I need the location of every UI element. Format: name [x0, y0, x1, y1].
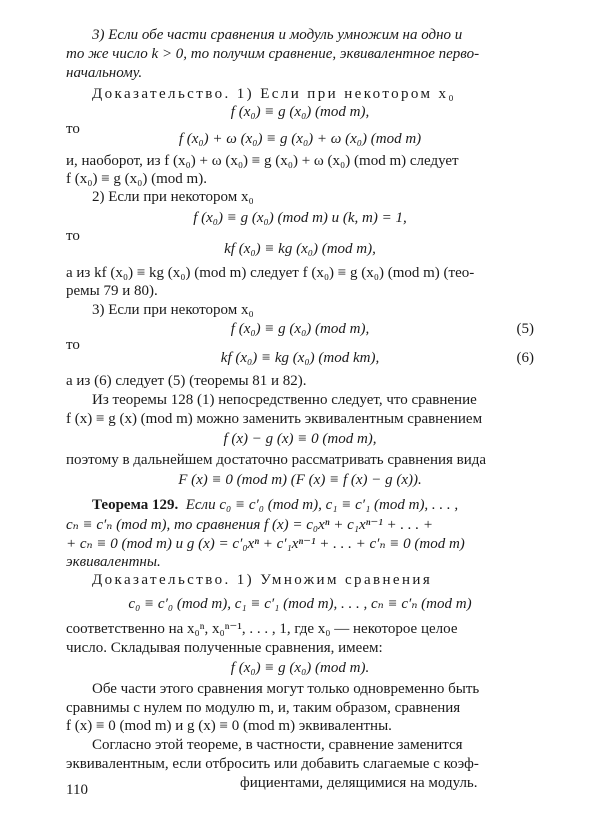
formula: F (x) ≡ 0 (mod m) (F (x) ≡ f (x) − g (x)). [178, 472, 422, 488]
text-line: сравнимы с нулем по модулю m, и, таким образом, сравнения [66, 700, 461, 716]
formula: c₀ ≡ c′₀ (mod m), c₁ ≡ c′₁ (mod m), . . . , cₙ ≡ c′ₙ (mod m) [128, 596, 472, 612]
formula: f (x₀) ≡ g (x₀) (mod m). [230, 660, 370, 676]
text-line: начальному. [66, 65, 143, 81]
text-line: эквивалентны. [66, 554, 161, 570]
text-line: соответственно на x₀ⁿ, x₀ⁿ⁻¹, . . . , 1, где x₀ — некоторое целое [66, 621, 458, 637]
text-line: число. Складывая полученные сравнения, имеем: [66, 640, 383, 656]
formula: kf (x₀) ≡ kg (x₀) (mod km), [220, 350, 380, 366]
page-number: 110 [66, 782, 88, 798]
proof-heading: Доказательство. 1) Умножим сравнения [92, 572, 433, 588]
text-line: f (x) ≡ 0 (mod m) и g (x) ≡ 0 (mod m) эквивалентны. [66, 718, 392, 734]
text-line: то же число k > 0, то получим сравнение, эквивалентное перво- [66, 46, 480, 62]
text-line: то [66, 228, 80, 244]
text-line: ремы 79 и 80). [66, 283, 158, 299]
proof-heading: Доказательство. 1) Если при некотором x₀ [92, 86, 457, 102]
formula: f (x) − g (x) ≡ 0 (mod m), [223, 431, 377, 447]
text-line: f (x₀) ≡ g (x₀) (mod m). [66, 171, 207, 187]
text-line: а из (6) следует (5) (теоремы 81 и 82). [66, 373, 307, 389]
text-line: эквивалентным, если отбросить или добавить слагаемые с коэф- [66, 756, 479, 772]
text-line: f (x) ≡ g (x) (mod m) можно заменить эквивалентным сравнением [66, 411, 483, 427]
text-line: то [66, 121, 80, 137]
formula: f (x₀) ≡ g (x₀) (mod m), [230, 104, 370, 120]
text-line: Обе части этого сравнения могут только одновременно быть [92, 681, 480, 697]
text-line: 3) Если при некотором x₀ [92, 302, 254, 318]
text-line: 3) Если обе части сравнения и модуль умножим на одно и [92, 27, 463, 43]
text-line: Из теоремы 128 (1) непосредственно следует, что сравнение [92, 392, 477, 408]
theorem-line [92, 496, 534, 515]
formula: f (x₀) ≡ g (x₀) (mod m), [230, 321, 370, 337]
formula: f (x₀) + ω (x₀) ≡ g (x₀) + ω (x₀) (mod m) [178, 131, 422, 147]
theorem-title: Теорема 129. [92, 497, 179, 513]
text-line: cₙ ≡ c′ₙ (mod m), то сравнения f (x) = c₀xⁿ + c₁xⁿ⁻¹ + . . . + [66, 517, 434, 533]
formula: kf (x₀) ≡ kg (x₀) (mod m), [224, 241, 376, 257]
formula: f (x₀) ≡ g (x₀) (mod m) и (k, m) = 1, [193, 210, 407, 226]
text-line: то [66, 337, 80, 353]
text-line: Согласно этой теореме, в частности, сравнение заменится [92, 737, 463, 753]
text-line: поэтому в дальнейшем достаточно рассматривать сравнения вида [66, 452, 487, 468]
theorem-text: Если c₀ ≡ c′₀ (mod m), c₁ ≡ c′₁ (mod m), . . . , [185, 497, 459, 513]
text-line: + cₙ ≡ 0 (mod m) и g (x) = c′₀xⁿ + c′₁xⁿ⁻¹ + . . . + c′ₙ ≡ 0 (mod m) [66, 536, 465, 552]
text-line: и, наоборот, из f (x₀) + ω (x₀) ≡ g (x₀) + ω (x₀) (mod m) следует [66, 153, 459, 169]
text-line: фициентами, делящимися на модуль. [240, 775, 478, 791]
equation-number: (5) [516, 321, 534, 337]
text-line: а из kf (x₀) ≡ kg (x₀) (mod m) следует f (x₀) ≡ g (x₀) (mod m) (тео- [66, 265, 475, 281]
text-line: 2) Если при некотором x₀ [92, 189, 254, 205]
equation-number: (6) [516, 350, 534, 366]
